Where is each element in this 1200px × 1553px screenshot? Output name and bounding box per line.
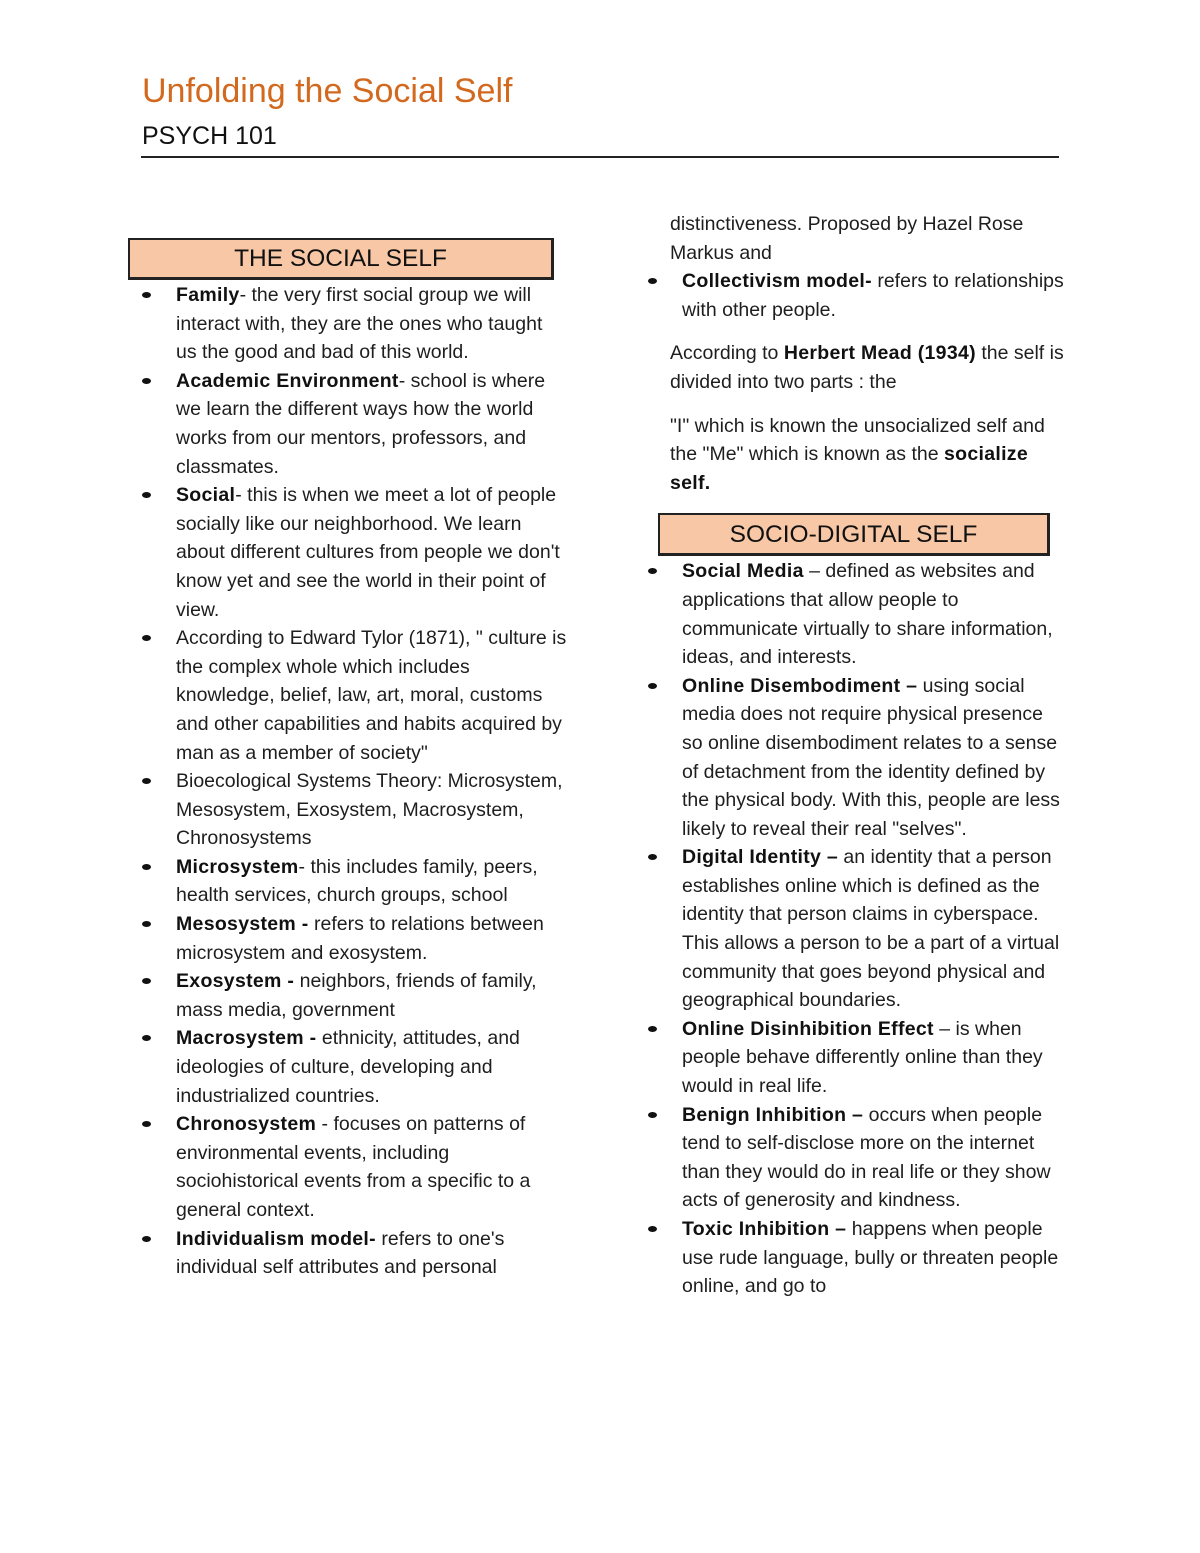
list-item (128, 367, 568, 481)
term-online-disinhibition-effect: Online Disinhibition Effect (682, 1017, 934, 1040)
list-item (128, 481, 568, 624)
list-item (634, 557, 1064, 671)
section-heading-socio-digital-self: SOCIO-DIGITAL SELF (658, 513, 1050, 556)
term-academic-environment: Academic Environment (176, 369, 399, 392)
item-text: – is when people behave differently online than they would in real life. (682, 1017, 1043, 1098)
socialize-self-term: socialize self. (670, 443, 1028, 494)
item-text: According to Edward Tylor (1871), " culture is the complex whole which includes knowledge, belief, law, art, moral, customs and other capabilities and habits acquired by man as a member of society" (176, 627, 567, 764)
item-text: an identity that a person establishes online which is defined as the identity that person claims in cyberspace. This allows a person to be a part of a virtual community that goes beyond physical and geographical boundaries. (682, 846, 1060, 1012)
term-mesosystem: Mesosystem - (176, 913, 309, 936)
term-collectivism-model: Collectivism model- (682, 270, 872, 293)
term-digital-identity: Digital Identity – (682, 846, 839, 869)
list-item (128, 624, 568, 767)
item-text: neighbors, friends of family, mass media, government (176, 970, 537, 1021)
list-item (634, 1215, 1064, 1301)
right-column (634, 210, 1064, 1301)
item-text: using social media does not require physical presence so online disembodiment relates to a sense of detachment from the identity defined by the physical body. With this, people are less likely to reveal their real "selves". (682, 674, 1060, 840)
item-text: – defined as websites and applications that allow people to communicate virtually to share information, ideas, and interests. (682, 560, 1053, 669)
term-chronosystem: Chronosystem (176, 1113, 317, 1136)
item-text: happens when people use rude language, bully or threaten people online, and go to (682, 1218, 1059, 1298)
list-item (634, 1101, 1064, 1215)
item-text: - this is when we meet a lot of people socially like our neighborhood. We learn about different cultures from people we don't know yet and see the world in their point of view. (176, 484, 560, 621)
course-code: PSYCH 101 (142, 122, 277, 150)
item-text: - the very first social group we will interact with, they are the ones who taught us the good and bad of this world. (176, 284, 543, 364)
social-self-list (128, 281, 568, 1282)
term-social-media: Social Media (682, 560, 804, 583)
item-text: refers to one's individual self attributes and personal (176, 1227, 505, 1279)
list-item (634, 843, 1064, 1015)
list-item (128, 767, 568, 853)
socio-digital-list (634, 557, 1064, 1300)
left-column (128, 238, 568, 1282)
header-divider (141, 156, 1059, 158)
herbert-mead-citation: Herbert Mead (1934) (783, 342, 976, 365)
list-item (128, 853, 568, 910)
item-text: Bioecological Systems Theory: Microsystem, Mesosystem, Exosystem, Macrosystem, Chronosystems (176, 770, 563, 850)
term-toxic-inhibition: Toxic Inhibition – (682, 1218, 847, 1240)
item-text: occurs when people tend to self-disclose more on the internet than they would do in real life or they show acts of generosity and kindness. (682, 1103, 1051, 1212)
list-item (634, 672, 1064, 844)
spacer (634, 497, 1064, 513)
item-text: refers to relationships with other people. (682, 270, 1064, 321)
list-item (128, 281, 568, 367)
item-text: - focuses on patterns of environmental events, including sociohistorical events from a specific to a general context. (176, 1113, 531, 1221)
list-item (128, 1024, 568, 1110)
paragraph-text: According to (670, 342, 784, 365)
list-item (128, 1225, 568, 1282)
document-title: Unfolding the Social Self (142, 72, 513, 110)
item-text: - school is where we learn the different ways how the world works from our mentors, professors, and classmates. (176, 369, 546, 478)
i-and-me-paragraph (634, 412, 1064, 498)
term-family: Family (176, 284, 240, 306)
list-item (128, 967, 568, 1024)
collectivism-list (634, 267, 1064, 324)
term-benign-inhibition: Benign Inhibition – (682, 1103, 864, 1126)
continued-text: distinctiveness. Proposed by Hazel Rose Markus and (670, 213, 1024, 264)
term-individualism-model: Individualism model- (176, 1227, 376, 1250)
term-online-disembodiment: Online Disembodiment – (682, 674, 918, 697)
item-text: refers to relations between microsystem and exosystem. (176, 913, 544, 964)
term-social: Social (176, 484, 236, 507)
paragraph-text: "I" which is known the unsocialized self and the "Me" which is known as the (670, 414, 1045, 466)
list-item (634, 1015, 1064, 1101)
paragraph-text: the self is divided into two parts : the (670, 342, 1064, 393)
list-item (128, 910, 568, 967)
term-macrosystem: Macrosystem - (176, 1027, 317, 1050)
item-text: - this includes family, peers, health services, church groups, school (176, 855, 538, 907)
item-text: ethnicity, attitudes, and ideologies of culture, developing and industrialized countries. (176, 1027, 520, 1107)
term-exosystem: Exosystem - (176, 970, 295, 993)
section-heading-social-self: THE SOCIAL SELF (128, 238, 554, 280)
list-item (634, 267, 1064, 324)
list-item (128, 1110, 568, 1224)
herbert-mead-paragraph (634, 339, 1064, 396)
term-microsystem: Microsystem (176, 855, 299, 878)
